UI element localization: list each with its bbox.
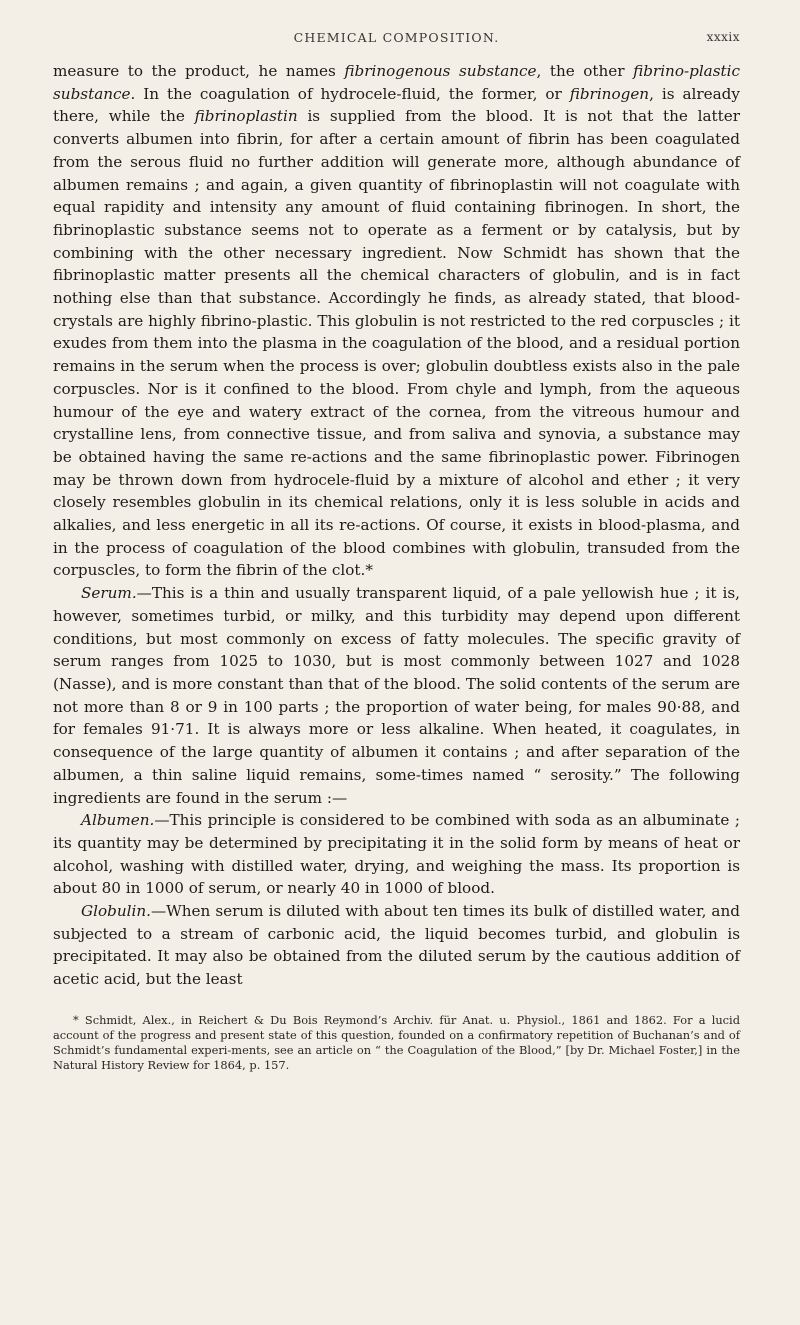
body-text	[53, 60, 740, 991]
text-run: . In the coagulation of hydrocele-fluid, the former, or	[130, 84, 570, 103]
italic-term: fibrinoplastin	[194, 107, 298, 126]
paragraph	[53, 60, 740, 582]
italic-term: fibrino-plastic substance	[53, 62, 740, 103]
footnote-text: * Schmidt, Alex., in Reichert & Du Bois Reymond’s Archiv. für Anat. u. Physiol., 1861 and 1862. For a lucid account of the progress and present state of this question, founded on a confirmatory repetition of Buchanan’s and of Schmidt’s fundamental experi-ments, see an article on “ the Coagulation of the Blood,” [by Dr. Michael Foster,] in the Natural History Review for 1864, p. 157.	[53, 1012, 740, 1072]
italic-term: Globulin.	[81, 902, 151, 921]
paragraph	[53, 900, 740, 991]
text-run: , is already there, while the	[53, 84, 740, 126]
italic-term: fibrinogen	[569, 84, 650, 103]
italic-term: Serum.	[81, 584, 137, 603]
running-head	[53, 22, 740, 52]
text-run: , the other	[536, 62, 634, 80]
text-run: measure to the product, he names	[53, 62, 345, 80]
page-number: xxxix	[706, 30, 740, 44]
text-run: —This is a thin and usually transparent liquid, of a pale yellowish hue ; it is, however, sometimes turbid, or milky, and this turbidity may depend upon different conditions, but most commonly on excess of fatty molecules. The specific gravity of serum ranges from 1025 to 1030, but is most commonly between 1027 and 1028 (Nasse), and is more constant than that of the blood. The solid contents of the serum are not more than 8 or 9 in 100 parts ; the proportion of water being, for males 90·88, and for females 91·71. It is always more or less alkaline. When heated, it coagulates, in consequence of the large quantity of albumen it contains ; and after separation of the albumen, a thin saline liquid remains, some-times named “ serosity.” The following ingredients are found in the serum :—	[53, 584, 740, 807]
paragraph	[53, 809, 740, 900]
footnote	[53, 1013, 740, 1073]
italic-term: fibrinogenous substance	[344, 62, 537, 80]
italic-term: Albumen.	[81, 811, 155, 830]
text-run: —This principle is considered to be combined with soda as an albuminate ; its quantity may be determined by precipitating it in the solid form by means of heat or alcohol, washing with distilled water, drying, and weighing the mass. Its proportion is about 80 in 1000 of serum, or nearly 40 in 1000 of blood.	[53, 811, 740, 898]
running-title: CHEMICAL COMPOSITION.	[293, 30, 500, 45]
text-run: is supplied from the blood. It is not that the latter converts albumen into fibrin, for after a certain amount of fibrin has been coagulated from the serous fluid no further addition will generate more, although abundance of albumen remains ; and again, a given quantity of fibrinoplastin will not coagulate with equal rapidity and intensity any amount of fluid containing fibrinogen. In short, the fibrinoplastic substance seems not to operate as a ferment or by catalysis, but by combining with the other necessary ingredient. Now Schmidt has shown that the fibrinoplastic matter presents all the chemical characters of globulin, and is in fact nothing else than that substance. Accordingly he finds, as already stated, that blood-crystals are highly fibrino-plastic. This globulin is not restricted to the red corpuscles ; it exudes from them into the plasma in the coagulation of the blood, and a residual portion remains in the serum when the process is over; globulin doubtless exists also in the pale corpuscles. Nor is it confined to the blood. From chyle and lymph, from the aqueous humour of the eye and watery extract of the cornea, from the vitreous humour and crystalline lens, from connective tissue, and from saliva and synovia, a substance may be obtained having the same re-actions and the same fibrinoplastic power. Fibrinogen may be thrown down from hydrocele-fluid by a mixture of alcohol and ether ; it very closely resembles globulin in its chemical relations, only it is less soluble in acids and alkalies, and less energetic in all its re-actions. Of course, it exists in blood-plasma, and in the process of coagulation of the blood combines with globulin, transuded from the corpuscles, to form the fibrin of the clot.*	[53, 107, 740, 580]
text-run: —When serum is diluted with about ten times its bulk of distilled water, and subjected to a stream of carbonic acid, the liquid becomes turbid, and globulin is precipitated. It may also be obtained from the diluted serum by the cautious addition of acetic acid, but the least	[53, 902, 740, 989]
paragraph	[53, 582, 740, 809]
